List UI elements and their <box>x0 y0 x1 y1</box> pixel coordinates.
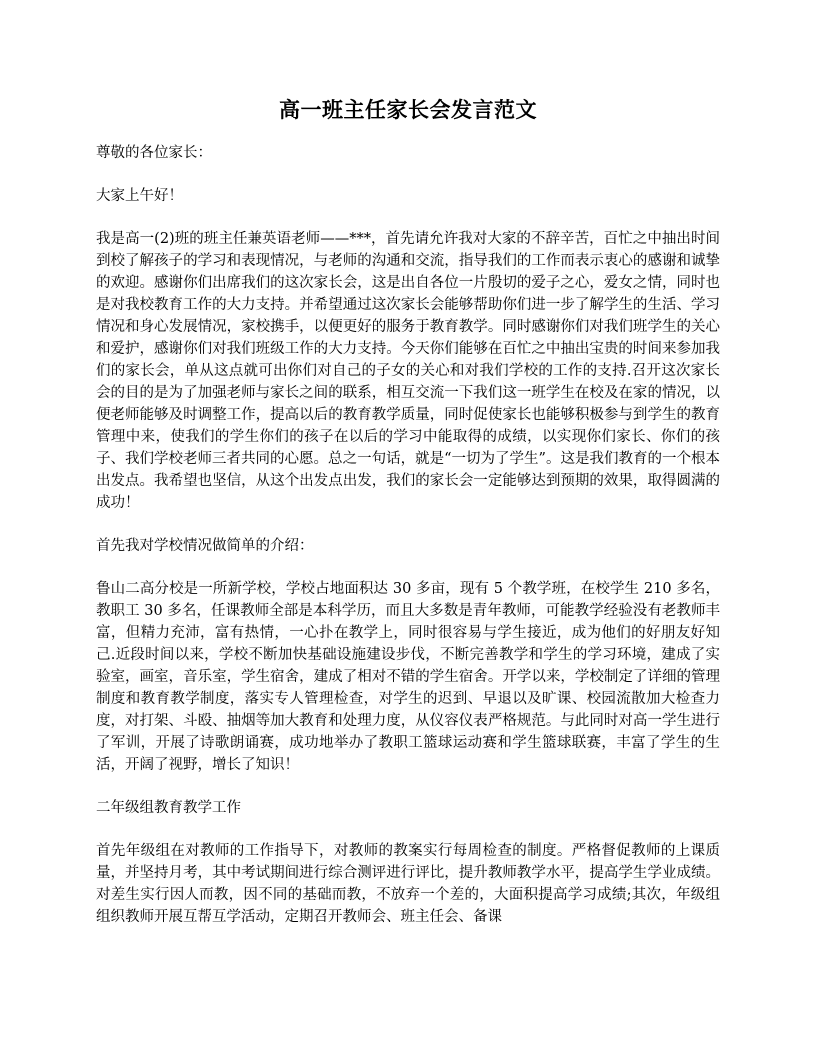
salutation: 尊敬的各位家长： <box>96 145 212 161</box>
opening-paragraph: 我是高一(2)班的班主任兼英语老师——***，首先请允许我对大家的不辞辛苦，百忙之中抽出时间到校了解孩子的学习和表现情况，与老师的沟通和交流，指导我们的工作而表示衷心的感谢和诚挚的欢迎。感谢你们出席我们的这次家长会，这是出自各位一片殷切的爱子之心，爱女之情，同时也是对我校教育工作的大力支持。并希望通过这次家长会能够帮助你们进一步了解学生的生活、学习情况和身心发展情况，家校携手，以便更好的服务于教育教学。同时感谢你们对我们班学生的关心和爱护，感谢你们对我们班级工作的大力支持。今天你们能够在百忙之中抽出宝贵的时间来参加我们的家长会，单从这点就可出你们对自己的子女的关心和对我们学校的工作的支持.召开这次家长会的目的是为了加强老师与家长之间的联系，相互交流一下我们这一班学生在校及在家的情况，以便老师能够及时调整工作，提高以后的教育教学质量，同时促使家长也能够积极参与到学生的教育管理中来，使我们的学生你们的孩子在以后的学习中能取得的成绩，以实现你们家长、你们的孩子、我们学校老师三者共同的心愿。总之一句话，就是“一切为了学生”。这是我们教育的一个根本出发点。我希望也坚信，从这个出发点出发，我们的家长会一定能够达到预期的效果，取得圆满的成功！ <box>96 231 720 511</box>
school-intro-heading: 首先我对学校情况做简单的介绍： <box>96 538 314 554</box>
greeting: 大家上午好！ <box>96 188 183 204</box>
document-page <box>96 96 720 949</box>
school-intro-paragraph: 鲁山二高分校是一所新学校，学校占地面积达 30 多亩，现有 5 个教学班，在校学生 210 多名，教职工 30 多名，任课教师全部是本科学历，而且大多数是青年教师，可能教学经验没有老教师丰富，但精力充沛，富有热情，一心扑在教学上，同时很容易与学生接近，成为他们的好朋友好知己.近段时间以来，学校不断加快基础设施建设步伐，不断完善教学和学生的学习环境，建成了实验室，画室，音乐室，学生宿舍，建成了相对不错的学生宿舍。开学以来，学校制定了详细的管理制度和教育教学制度，落实专人管理检查，对学生的迟到、早退以及旷课、校园流散加大检查力度，对打架、斗殴、抽烟等加大教育和处理力度，从仪容仪表严格规范。与此同时对高一学生进行了军训，开展了诗歌朗诵赛，成功地举办了教职工篮球运动赛和学生篮球联赛，丰富了学生的生活，开阔了视野，增长了知识！ <box>96 581 720 773</box>
grade-section-heading: 二年级组教育教学工作 <box>96 800 241 816</box>
document-title: 高一班主任家长会发言范文 <box>279 97 537 122</box>
grade-section-paragraph: 首先年级组在对教师的工作指导下，对教师的教案实行每周检查的制度。严格督促教师的上课质量，并坚持月考，其中考试期间进行综合测评进行评比，提升教师教学水平，提高学生学业成绩。对差生实行因人而教，因不同的基础而教，不放弃一个差的，大面积提高学习成绩;其次，年级组组织教师开展互帮互学活动，定期召开教师会、班主任会、备课 <box>96 843 720 925</box>
